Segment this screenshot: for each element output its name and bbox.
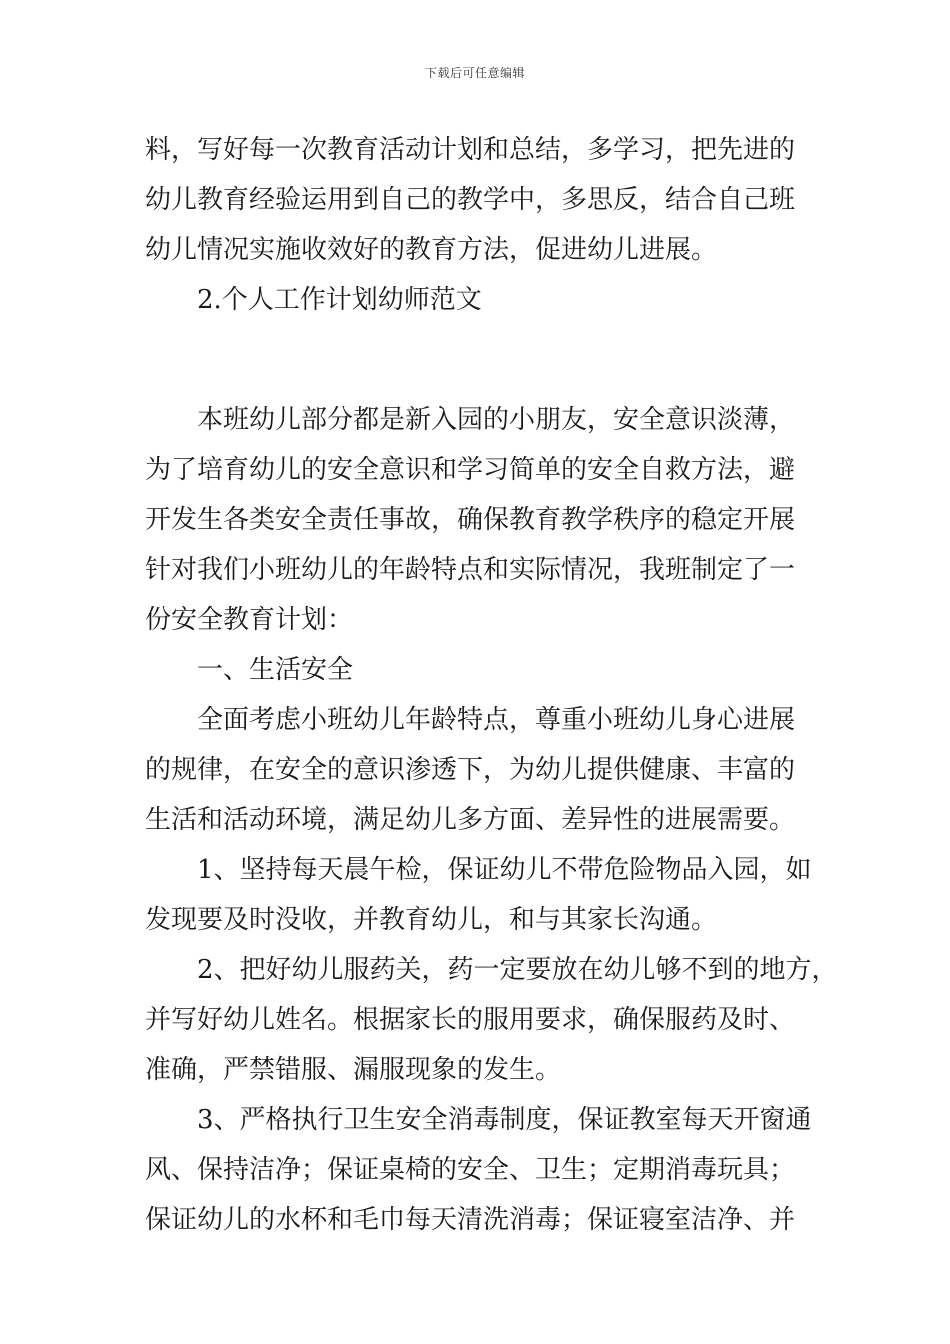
paragraph-line: 生活和活动环境，满足幼儿多方面、差异性的进展需要。 bbox=[145, 805, 796, 835]
list-item-line: 风、保持洁净；保证桌椅的安全、卫生；定期消毒玩具； bbox=[145, 1155, 796, 1185]
list-item-line: 并写好幼儿姓名。根据家长的服用要求，确保服药及时、 bbox=[145, 1005, 796, 1035]
paragraph-line: 为了培育幼儿的安全意识和学习简单的安全自救方法，避 bbox=[145, 455, 796, 485]
paragraph-line: 料，写好每一次教育活动计划和总结，多学习，把先进的 bbox=[145, 135, 796, 165]
list-item-line: 1、坚持每天晨午检，保证幼儿不带危险物品入园，如 bbox=[197, 855, 812, 885]
paragraph-line: 本班幼儿部分都是新入园的小朋友，安全意识淡薄， bbox=[197, 405, 796, 435]
paragraph-line: 幼儿教育经验运用到自己的教学中，多思反，结合自己班 bbox=[145, 185, 796, 215]
paragraph-line: 的规律，在安全的意识渗透下，为幼儿提供健康、丰富的 bbox=[145, 755, 796, 785]
subsection-heading: 一、生活安全 bbox=[197, 655, 354, 685]
blank-gap bbox=[145, 330, 810, 400]
paragraph-line: 幼儿情况实施收效好的教育方法，促进幼儿进展。 bbox=[145, 235, 718, 265]
list-item-line: 2、把好幼儿服药关，药一定要放在幼儿够不到的地方， bbox=[197, 955, 838, 985]
list-item-line: 准确，严禁错服、漏服现象的发生。 bbox=[145, 1055, 562, 1085]
paragraph-line: 开发生各类安全责任事故，确保教育教学秩序的稳定开展 bbox=[145, 505, 796, 535]
document-body bbox=[145, 130, 838, 1250]
list-item-line: 保证幼儿的水杯和毛巾每天清洗消毒；保证寝室洁净、并 bbox=[145, 1205, 796, 1235]
paragraph-line: 针对我们小班幼儿的年龄特点和实际情况，我班制定了一 bbox=[145, 555, 796, 585]
paragraph-line: 份安全教育计划： bbox=[145, 605, 354, 635]
list-item-line: 发现要及时没收，并教育幼儿，和与其家长沟通。 bbox=[145, 905, 718, 935]
section-title: 2.个人工作计划幼师范文 bbox=[197, 285, 482, 315]
paragraph-line: 全面考虑小班幼儿年龄特点，尊重小班幼儿身心进展 bbox=[197, 705, 796, 735]
header-note: 下载后可任意编辑 bbox=[424, 66, 525, 80]
list-item-line: 3、严格执行卫生安全消毒制度，保证教室每天开窗通 bbox=[197, 1105, 812, 1135]
